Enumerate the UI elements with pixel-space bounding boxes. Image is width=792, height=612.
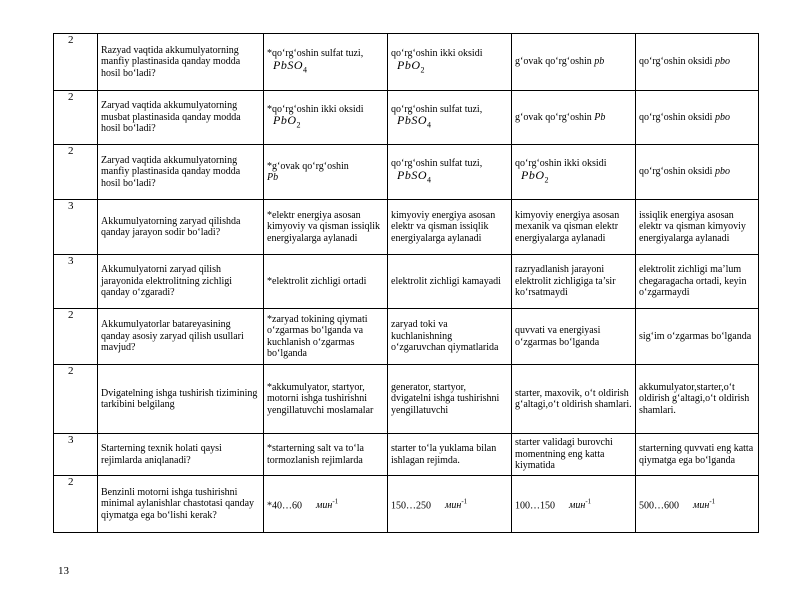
page-number: 13 bbox=[58, 565, 69, 577]
answer-cell: qo‘rg‘oshin sulfat tuzi, PbSO$_4$ bbox=[388, 145, 512, 200]
table-row bbox=[54, 434, 759, 476]
answer-cell: 500…600 мин$^{-1}$ bbox=[636, 476, 759, 533]
unit-label: мин$^{-1}$ bbox=[693, 497, 716, 511]
answer-cell-correct: *40…60 мин$^{-1}$ bbox=[264, 476, 388, 533]
question-cell: Akkumulyatorlar batareyasining qanday asosiy zaryad qilish usullari mavjud? bbox=[98, 309, 264, 365]
answer-cell: elektrolit zichligi ma’lum chegaragacha ortadi, keyin o‘zgarmaydi bbox=[636, 255, 759, 309]
answer-cell: 100…150 мин$^{-1}$ bbox=[512, 476, 636, 533]
answer-cell: kimyoviy energiya asosan elektr va qisman issiqlik energiyalarga aylanadi bbox=[388, 200, 512, 255]
difficulty-cell: 3 bbox=[54, 255, 98, 309]
answer-cell: g‘ovak qo‘rg‘oshin pb bbox=[512, 34, 636, 91]
answer-cell-correct: *qo‘rg‘oshin ikki oksidiPbO$_2$ bbox=[264, 91, 388, 145]
answer-cell: razryadlanish jarayoni elektrolit zichligiga ta’sir ko‘rsatmaydi bbox=[512, 255, 636, 309]
difficulty-cell: 2 bbox=[54, 309, 98, 365]
question-cell: Akkumulyatorni zaryad qilish jarayonida elektrolitning zichligi qanday o‘zgaradi? bbox=[98, 255, 264, 309]
question-cell: Akkumulyatorning zaryad qilishda qanday jarayon sodir bo‘ladi? bbox=[98, 200, 264, 255]
table-row bbox=[54, 200, 759, 255]
answer-cell: sig‘im o‘zgarmas bo‘lganda bbox=[636, 309, 759, 365]
answer-cell: quvvati va energiyasi o‘zgarmas bo‘lganda bbox=[512, 309, 636, 365]
difficulty-cell: 3 bbox=[54, 434, 98, 476]
table-row bbox=[54, 476, 759, 533]
answer-cell: qo‘rg‘oshin oksidi pbo bbox=[636, 91, 759, 145]
question-cell: Benzinli motorni ishga tushirishni minimal aylanishlar chastotasi qanday qiymatga ega bo‘lishi kerak? bbox=[98, 476, 264, 533]
difficulty-cell: 2 bbox=[54, 34, 98, 91]
difficulty-cell: 2 bbox=[54, 145, 98, 200]
answer-cell: kimyoviy energiya asosan mexanik va qisman elektr energiyalarga aylanadi bbox=[512, 200, 636, 255]
formula: PbO$_2$ bbox=[397, 57, 425, 75]
table-row bbox=[54, 309, 759, 365]
question-cell: Starterning texnik holati qaysi rejimlarda aniqlanadi? bbox=[98, 434, 264, 476]
answer-cell: qo‘rg‘oshin oksidi pbo bbox=[636, 34, 759, 91]
answer-cell: g‘ovak qo‘rg‘oshin Pb bbox=[512, 91, 636, 145]
answer-cell-correct: *g‘ovak qo‘rg‘oshin Pb bbox=[264, 145, 388, 200]
answer-cell: starter to‘la yuklama bilan ishlagan rejimda. bbox=[388, 434, 512, 476]
answer-cell: starter validagi burovchi momentning eng katta kiymatida bbox=[512, 434, 636, 476]
difficulty-cell: 2 bbox=[54, 365, 98, 434]
question-cell: Zaryad vaqtida akkumulyatorning musbat plastinasida qanday modda hosil bo‘ladi? bbox=[98, 91, 264, 145]
question-table bbox=[53, 33, 759, 533]
formula: PbSO$_4$ bbox=[397, 167, 432, 185]
answer-cell: akkumulyator,starter,o‘t oldirish g‘altagi,o‘t oldirish shamlari. bbox=[636, 365, 759, 434]
difficulty-cell: 2 bbox=[54, 91, 98, 145]
unit-label: мин$^{-1}$ bbox=[569, 497, 592, 511]
unit-label: мин$^{-1}$ bbox=[445, 497, 468, 511]
table-row bbox=[54, 34, 759, 91]
answer-cell: qo‘rg‘oshin ikki oksidi PbO$_2$ bbox=[388, 34, 512, 91]
answer-cell: qo‘rg‘oshin oksidi pbo bbox=[636, 145, 759, 200]
answer-cell: starterning quvvati eng katta qiymatga ega bo‘lganda bbox=[636, 434, 759, 476]
question-cell: Razyad vaqtida akkumulyatorning manfiy plastinasida qanday modda hosil bo‘ladi? bbox=[98, 34, 264, 91]
unit-label: мин$^{-1}$ bbox=[316, 497, 339, 511]
answer-cell-correct: *elektr energiya asosan kimyoviy va qisman issiqlik energiyalarga aylanadi bbox=[264, 200, 388, 255]
question-cell: Dvigatelning ishga tushirish tizimining tarkibini belgilang bbox=[98, 365, 264, 434]
answer-cell-correct: *elektrolit zichligi ortadi bbox=[264, 255, 388, 309]
difficulty-cell: 2 bbox=[54, 476, 98, 533]
question-cell: Zaryad vaqtida akkumulyatorning manfiy plastinasida qanday modda hosil bo‘ladi? bbox=[98, 145, 264, 200]
table-row bbox=[54, 91, 759, 145]
answer-cell-correct: *starterning salt va to‘la tormozlanish rejimlarda bbox=[264, 434, 388, 476]
answer-cell: qo‘rg‘oshin ikki oksidi PbO$_2$ bbox=[512, 145, 636, 200]
answer-cell: qo‘rg‘oshin sulfat tuzi, PbSO$_4$ bbox=[388, 91, 512, 145]
table-row bbox=[54, 365, 759, 434]
answer-cell: 150…250 мин$^{-1}$ bbox=[388, 476, 512, 533]
answer-cell: generator, startyor, dvigatelni ishga tushirishni yengillatuvchi bbox=[388, 365, 512, 434]
answer-cell: elektrolit zichligi kamayadi bbox=[388, 255, 512, 309]
answer-cell: starter, maxovik, o‘t oldirish g‘altagi,o‘t oldirish shamlari. bbox=[512, 365, 636, 434]
formula: PbO$_2$ bbox=[273, 113, 301, 130]
answer-cell-correct: *zaryad tokining qiymati o‘zgarmas bo‘lganda va kuchlanish o‘zgarmas bo‘lganda bbox=[264, 309, 388, 365]
answer-cell-correct: *akkumulyator, startyor, motorni ishga tushirishni yengillatuvchi moslamalar bbox=[264, 365, 388, 434]
formula: PbSO$_4$ bbox=[273, 57, 308, 75]
answer-cell: issiqlik energiya asosan elektr va qisman kimyoviy energiyalarga aylanadi bbox=[636, 200, 759, 255]
answer-cell: zaryad toki va kuchlanishning o‘zgaruvchan qiymatlarida bbox=[388, 309, 512, 365]
formula: PbO$_2$ bbox=[521, 167, 549, 185]
answer-cell-correct: *qo‘rg‘oshin sulfat tuzi,PbSO$_4$ bbox=[264, 34, 388, 91]
formula: PbSO$_4$ bbox=[397, 113, 432, 130]
table-row bbox=[54, 255, 759, 309]
difficulty-cell: 3 bbox=[54, 200, 98, 255]
table-row bbox=[54, 145, 759, 200]
